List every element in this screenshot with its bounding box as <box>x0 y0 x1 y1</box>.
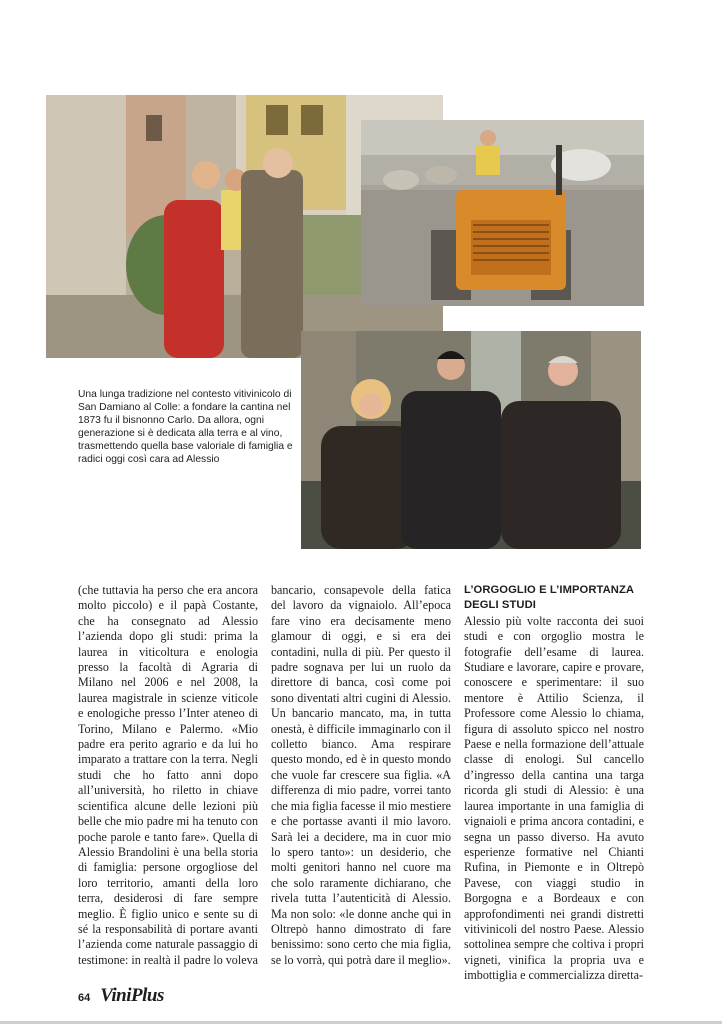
section-heading: L’ORGOGLIO E L’IMPORTANZA DEGLI STUDI <box>464 584 634 612</box>
article-column-1 <box>78 583 258 968</box>
tractor-photo <box>361 120 644 306</box>
article-paragraph: (che tuttavia ha perso che era ancora molto piccolo) e il papà Costante, che ha consegnato ad Alessio l’azienda dopo gli studi: prima la laurea in viticoltura e enologia presso la facoltà di Agraria di Milano nel 2006 e nel 2008, la laurea magistrale in scienze viticole e enologiche presso l’Inter ateneo di Torino, Milano e Palermo. «Mio padre era perito agrario e da lui ho imparato a trattare con la terra. Negli studi che ho fatto anni dopo all’università, ho riletto in chiave scientifica alcune delle lezioni più belle che mio padre mi ha tenuto con poche parole e tanto fare». Quella di Alessio Brandolini è una bella storia di famiglia: persone orgogliose del loro territorio, amanti della loro terra, desiderosi di fare sempre meglio. È figlio unico e sente su di sé la responsabilità di portare avanti l’azienda come naturale passaggio di testimone: in realtà il padre lo voleva <box>78 583 259 967</box>
page-number: 64 <box>78 992 91 1004</box>
article-column-2 <box>271 583 451 968</box>
article-paragraph: Alessio più volte racconta dei suoi studi e con orgoglio mostra le fotografie dell’esame di laurea. Studiare e lavorare, capire e provare, conoscere e sperimentare: il suo mentore è Attilio Scienza, il Professore come Alessio lo chiama, figura di assoluto spicco nel nostro Paese e nella formazione dell’attuale classe di enologi. Sul cancello d’ingresso della cantina una targa ricorda gli studi di Alessio: è una laurea importante in una famiglia di vignaioli e prima ancora contadini, e segna un passo diverso. Ha avuto esperienze formative nel Chianti Rufina, in Piemonte e in Oltrepò Pavese, con viaggi studio in Borgogna e a Bordeaux e con approfondimenti nei grandi distretti vitivinicoli del nostro Paese. Alessio sottolinea sempre che coltiva i propri vigneti, vinifica la propria uva e imbottiglia e commercializza diretta- <box>464 613 644 983</box>
photo-caption: Una lunga tradizione nel contesto vitivinicolo di San Damiano al Colle: a fondare la cantina nel 1873 fu il bisnonno Carlo. Da allora, ogni generazione si è dedicata alla terra e al vino, trasmettendo quella base valoriale di famiglia e radici oggi così cara ad Alessio <box>78 389 293 466</box>
article-paragraph: bancario, consapevole della fatica del lavoro da vignaiolo. All’epoca fare vino era decisamente meno glamour di oggi, e si era dei contadini, nulla di più. Per questo il padre sognava per lui un ruolo da direttore di banca, così come poi sono diventati altri cugini di Alessio. Un bancario mancato, ma, in tutta onestà, è difficile immaginarlo con il colletto bianco. Ama respirare questo mondo, ed è in questo mondo che vuole far crescere sua figlia. «A differenza di mio padre, vorrei tanto che mia figlia facesse il mio mestiere e che portasse avanti il mio lavoro. Sarà lei a decidere, ma in cuor mio lo spero tanto»: un desiderio, che molti genitori hanno nel cuore ma che solo raramente dichiarano, che rivela tutta l’autenticità di Alessio. Ma non solo: «le donne anche qui in Oltrepò hanno dimostrato di fare benissimo: sono certo che mia figlia, se lo vorrà, qui potrà dare il meglio». <box>271 583 451 967</box>
magazine-logo: ViniPlus <box>100 985 164 1006</box>
family-portrait-photo <box>301 331 641 549</box>
article-column-3 <box>464 583 644 984</box>
page-footer <box>78 985 164 1005</box>
